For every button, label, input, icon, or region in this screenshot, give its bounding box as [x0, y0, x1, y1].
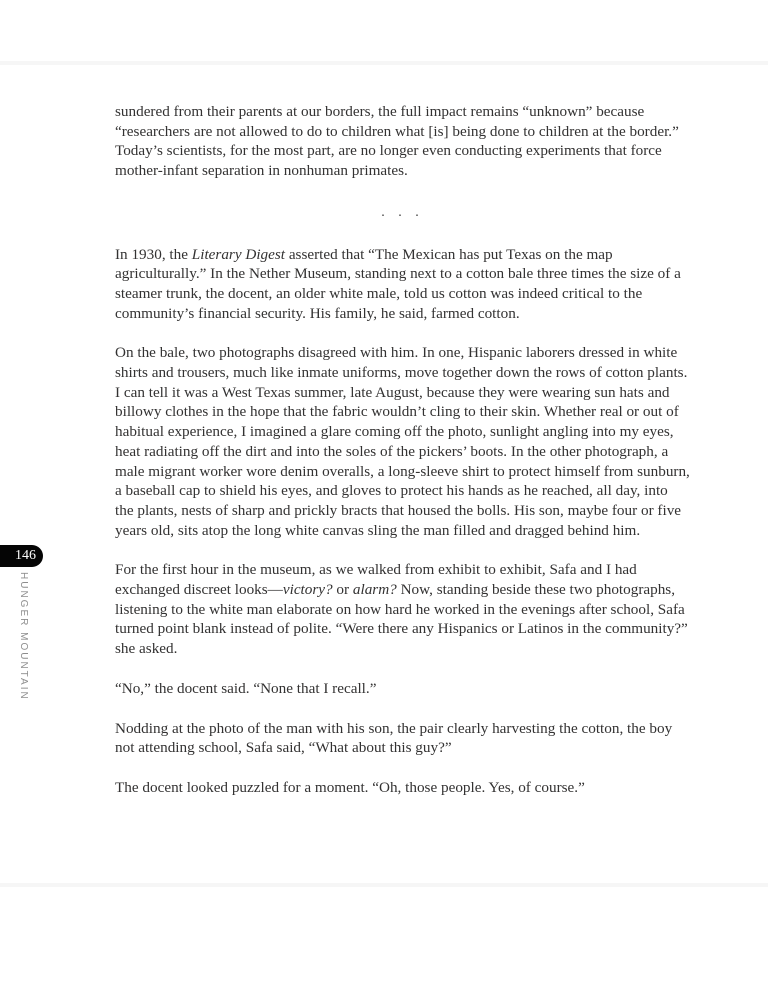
paragraph: [115, 778, 690, 798]
paragraph: [115, 560, 690, 659]
text-column: [115, 102, 690, 818]
italic-text-run: alarm?: [352, 581, 397, 599]
paragraph: [115, 679, 690, 699]
text-run: Now, standing beside these two photographs, listening to the white man elaborate on how hard he worked in the evenings after school, Safa turned point blank instead of polite. “Were there any Hispanics or Latinos in the community?” she asked.: [115, 581, 688, 658]
paragraph: [115, 245, 690, 324]
paragraph: [115, 102, 690, 181]
italic-text-run: victory?: [282, 581, 333, 599]
text-run: asserted that “The Mexican has put Texas on the map agriculturally.” In the Nether Museum, standing next to a cotton bale three times the size of a steamer trunk, the docent, an older white male, told us cotton was indeed critical to the community’s financial security. His family, he said, farmed cotton.: [115, 245, 681, 322]
text-run: The docent looked puzzled for a moment. “Oh, those people. Yes, of course.”: [115, 778, 585, 796]
text-run: Nodding at the photo of the man with his son, the pair clearly harvesting the cotton, the boy not attending school, Safa said, “What about this guy?”: [115, 719, 673, 757]
text-run: or: [332, 581, 353, 599]
section-separator: . . .: [381, 204, 424, 220]
text-run: sundered from their parents at our borders, the full impact remains “unknown” because “researchers are not allowed to do to children what [is] being done to children at the border.” Today’s scientists, for the most part, are no longer even conducting experiments that force mother-infant separation in nonhuman primates.: [115, 103, 679, 180]
italic-text-run: Literary Digest: [191, 245, 286, 263]
text-run: On the bale, two photographs disagreed with him. In one, Hispanic laborers dressed in white shirts and trousers, much like inmate uniforms, move together down the rows of cotton plants. I can tell it was a West Texas summer, late August, because they were wearing sun hats and billowy clothes in the hope that the fabric wouldn’t cling to their skin. Whether real or out of habitual experience, I imagined a glare coming off the photo, sunlight angling into my eyes, heat radiating off the dirt and into the soles of the pickers’ boots. In the other photograph, a male migrant worker wore denim overalls, a long-sleeve shirt to protect himself from sunburn, a baseball cap to shield his eyes, and gloves to protect his hands as he reached, all day, into the plants, nests of sharp and prickly bracts that housed the bolls. His son, maybe four or five years old, sits atop the long white canvas sling the man filled and dragged behind him.: [115, 344, 690, 539]
scan-artifact-bottom: [0, 883, 768, 887]
paragraph: [115, 343, 690, 540]
text-run: In 1930, the: [115, 245, 192, 263]
page-number: 146: [15, 548, 36, 563]
paragraph: [115, 719, 690, 758]
text-run: “No,” the docent said. “None that I recall.”: [115, 679, 377, 697]
page-number-tab: [0, 545, 43, 567]
scan-artifact-top: [0, 61, 768, 65]
text-run: For the first hour in the museum, as we walked from exhibit to exhibit, Safa and I had exchanged discreet looks—: [115, 561, 637, 599]
journal-title-spine: HUNGER MOUNTAIN: [18, 572, 29, 701]
